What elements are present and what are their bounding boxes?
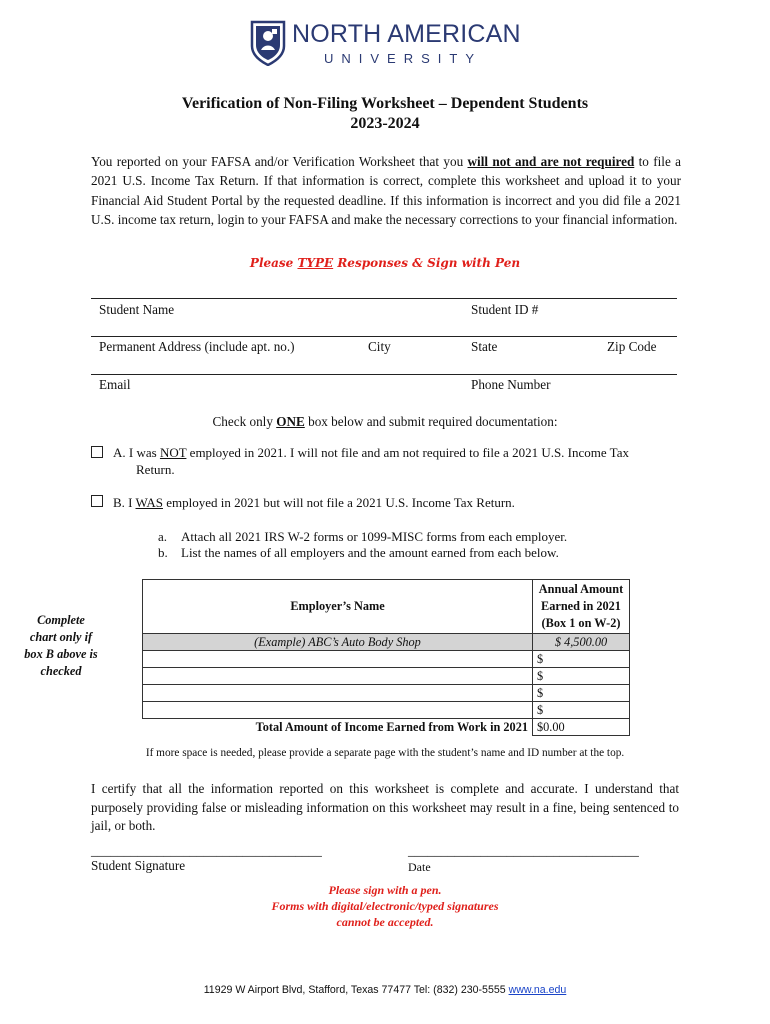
side-note-line: chart only if [29,630,93,644]
option-b-prefix: B. I [113,495,136,510]
footer-address: 11929 W Airport Blvd, Stafford, Texas 77477 Tel: (832) 230-5555 [203,984,509,996]
city-label: City [368,339,391,354]
option-a-prefix: A. I was [113,445,160,460]
check-suffix: box below and submit required documentation: [304,414,558,429]
employer-name-cell[interactable] [143,668,533,685]
amount-cell[interactable]: $ [533,702,630,719]
student-id-label: Student ID # [471,302,539,317]
pen-note-line: Forms with digital/electronic/typed signatures [271,899,499,913]
amount-cell[interactable]: $ [533,668,630,685]
sub-item-marker: a. [158,529,168,544]
student-signature-label: Student Signature [91,858,186,873]
intro-text-start: You reported on your FAFSA and/or Verification Worksheet that you [91,154,468,169]
employer-name-cell[interactable] [143,651,533,668]
total-value[interactable]: $0.00 [533,719,630,736]
amount-header-line: Earned in 2021 [541,599,621,613]
table-row [143,702,630,719]
example-row [143,634,630,651]
phone-label: Phone Number [471,377,551,392]
option-a-text [113,444,629,461]
check-prefix: Check only [212,414,277,429]
option-a-emph: NOT [159,445,187,460]
check-emph: ONE [276,414,305,429]
address-line[interactable] [91,336,677,337]
employer-table [142,579,630,736]
pen-note-line: Please sign with a pen. [328,883,442,897]
email-label: Email [99,377,131,392]
date-line[interactable]: ___________________________________ [408,843,639,858]
amount-cell[interactable]: $ [533,685,630,702]
student-name-label: Student Name [99,302,175,317]
employer-name-header: Employer’s Name [143,580,533,634]
name-line[interactable] [91,298,677,299]
amount-header-line: (Box 1 on W-2) [541,616,621,630]
check-instruction [0,414,770,430]
page-year: 2023-2024 [350,115,420,132]
type-instruction [0,256,770,270]
option-a-checkbox[interactable] [91,446,103,458]
side-note-line: checked [40,664,82,678]
intro-text-end: to file a 2021 U.S. Income Tax Return. If that information is correct, complete this worksheet and upload it to your Financial Aid Student Portal by the requested deadline. If this information is incorrect and you did file a 2021 U.S. income tax return, login to your FAFSA and make the necessary corrections to your financial information. [91,154,681,228]
option-b-checkbox[interactable] [91,495,103,507]
state-label: State [471,339,498,354]
zip-label: Zip Code [607,339,657,354]
amount-header [533,580,630,634]
date-label: Date [408,860,431,874]
sub-item-text: List the names of all employers and the amount earned from each below. [181,545,559,560]
example-amount: $ 4,500.00 [533,634,630,651]
student-signature-line[interactable]: ___________________________________ [91,843,322,858]
example-employer: (Example) ABC’s Auto Body Shop [143,634,533,651]
intro-paragraph [91,152,681,230]
space-note: If more space is needed, please provide a separate page with the student’s name and ID number at the top. [145,747,625,759]
table-header-row [143,580,630,634]
option-a-line2: Return. [136,462,175,477]
instruction-suffix: Responses & Sign with Pen [333,256,521,270]
website-link[interactable]: www.na.edu [508,984,567,996]
table-row [143,685,630,702]
sub-item-text: Attach all 2021 IRS W-2 forms or 1099-MISC forms from each employer. [181,529,568,544]
chart-side-note [18,612,104,680]
logo-text-secondary: UNIVERSITY [324,51,483,66]
option-b-rest: employed in 2021 but will not file a 2021 U.S. Income Tax Return. [162,495,515,510]
table-row [143,668,630,685]
sub-item-marker: b. [158,545,168,560]
amount-header-line: Annual Amount [538,582,624,596]
logo-text-primary: NORTH AMERICAN [292,20,521,48]
address-label: Permanent Address (include apt. no.) [99,339,295,354]
employer-name-cell[interactable] [143,685,533,702]
total-row [143,719,630,736]
total-label: Total Amount of Income Earned from Work in 2021 [143,719,533,736]
instruction-underlined: TYPE [297,256,334,270]
university-logo [250,18,530,70]
option-b-emph: WAS [135,495,163,510]
amount-cell[interactable]: $ [533,651,630,668]
email-line[interactable] [91,374,677,375]
employer-name-cell[interactable] [143,702,533,719]
option-b-text [113,494,515,511]
pen-note [0,882,770,930]
side-note-line: Complete [37,613,85,627]
side-note-line: box B above is [24,647,98,661]
page-title: Verification of Non-Filing Worksheet – Dependent Students [181,95,589,112]
pen-note-line: cannot be accepted. [336,915,434,929]
option-a-rest: employed in 2021. I will not file and am not required to file a 2021 U.S. Income Tax [186,445,629,460]
footer-contact [0,984,770,996]
university-shield-icon [250,20,286,66]
certification-text: I certify that all the information reported on this worksheet is complete and accurate. I understand that purposely providing false or misleading information on this worksheet may result in a fine, being sentenced to jail, or both. [91,781,679,833]
table-row [143,651,630,668]
instruction-prefix: Please [249,256,298,270]
intro-highlight: will not and are not required [467,154,635,169]
